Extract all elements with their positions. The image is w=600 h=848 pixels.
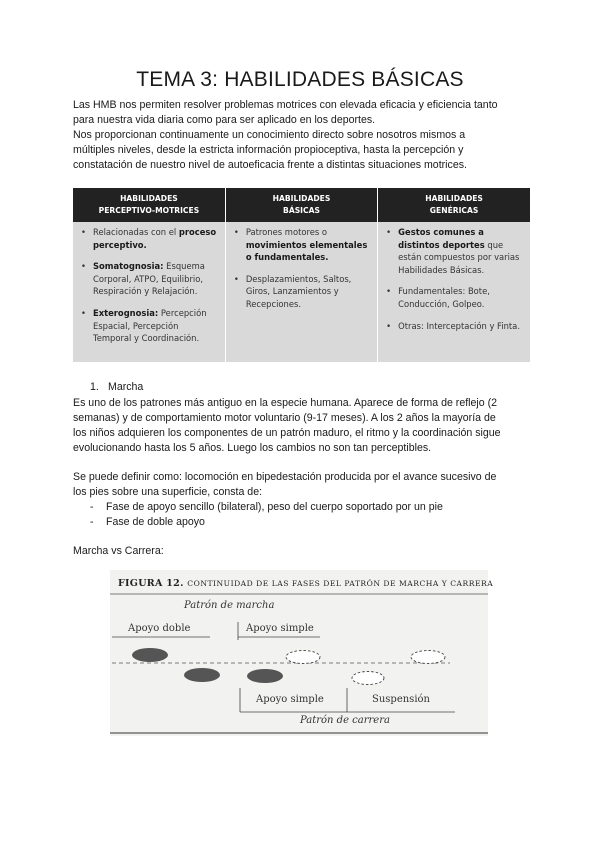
list-item: • Patrones motores o movimientos elementales o fundamentales.	[232, 226, 371, 264]
list-item: • Fundamentales: Bote, Conducción, Golpeo.	[384, 285, 524, 310]
comparison-label: Marcha vs Carrera:	[73, 545, 164, 557]
label-apoyo-simple-top: Apoyo simple	[246, 623, 314, 634]
cell-generic	[378, 222, 530, 362]
page-title: TEMA 3: HABILIDADES BÁSICAS	[136, 68, 464, 91]
definition-paragraph: Se puede definir como: locomoción en bipedestación producida por el avance sucesivo de los pies sobre una superficie, consta de:	[73, 471, 497, 498]
header-generic: HABILIDADES GENÉRICAS	[378, 188, 530, 222]
list-item: • Gestos comunes a distintos deportes que están compuestos por varias Habilidades Básicas.	[384, 226, 524, 276]
figure-title: FIGURA 12. CONTINUIDAD DE LAS FASES DEL PATRÓN DE MARCHA Y CARRERA	[118, 578, 494, 589]
header-basic: HABILIDADES BÁSICAS	[225, 188, 377, 222]
list-item-marcha: 1. Marcha	[90, 381, 144, 393]
footprint-dashed	[411, 651, 445, 664]
phase-item: - Fase de apoyo sencillo (bilateral), peso del cuerpo soportado por un pie	[90, 501, 443, 513]
footprint-filled	[184, 668, 220, 682]
label-patron-carrera: Patrón de carrera	[300, 715, 390, 726]
marcha-paragraph: Es uno de los patrones más antiguo en la especie humana. Aparece de forma de reflejo (2 semanas) y de comportamiento motor voluntario (9-17 meses). A los 2 años la mayoría de los niños adquieren los componentes de un patrón maduro, el ritmo y la coordinación sigue evolucionando hasta los 5 años. Luego los cambios no son tan perceptibles.	[73, 397, 501, 454]
cell-basic	[225, 222, 377, 362]
footprint-filled	[132, 648, 168, 662]
label-suspension: Suspensión	[372, 694, 430, 705]
intro-line: múltiples niveles, desde la estricta información propioceptiva, hasta la percepción y	[73, 144, 464, 156]
list-item: • Exterognosia: Percepción Espacial, Percepción Temporal y Coordinación.	[79, 307, 219, 345]
intro-line: Nos proporcionan continuamente un conocimiento directo sobre nosotros mismos a	[73, 129, 466, 141]
header-perceptive-motor: HABILIDADES PERCEPTIVO-MOTRICES	[73, 188, 225, 222]
footprint-filled	[247, 669, 283, 683]
gait-figure	[110, 570, 494, 736]
label-apoyo-doble: Apoyo doble	[128, 623, 191, 634]
footprint-dashed	[286, 651, 320, 664]
list-item: • Otras: Interceptación y Finta.	[384, 320, 524, 333]
skills-table	[73, 188, 530, 362]
list-item: • Relacionadas con el proceso perceptivo.	[79, 226, 219, 251]
list-item: • Somatognosia: Esquema Corporal, ATPO, Equilibrio, Respiración y Relajación.	[79, 260, 219, 298]
footprint-dashed	[352, 672, 384, 685]
label-patron-marcha: Patrón de marcha	[184, 600, 275, 611]
cell-perceptive-motor	[73, 222, 225, 362]
intro-line: constatación de nuestro nivel de autoeficacia frente a distintas situaciones motrices.	[73, 159, 467, 171]
intro-line: para nuestra vida diaria como para ser aplicado en los deportes.	[73, 114, 376, 126]
footprints-diagram	[110, 570, 488, 736]
intro-paragraph	[73, 98, 533, 173]
list-item: • Desplazamientos, Saltos, Giros, Lanzamientos y Recepciones.	[232, 273, 371, 311]
intro-line: Las HMB nos permiten resolver problemas motrices con elevada eficacia y eficiencia tanto	[73, 99, 498, 111]
label-apoyo-simple-bottom: Apoyo simple	[256, 694, 324, 705]
phase-item: - Fase de doble apoyo	[90, 516, 205, 528]
